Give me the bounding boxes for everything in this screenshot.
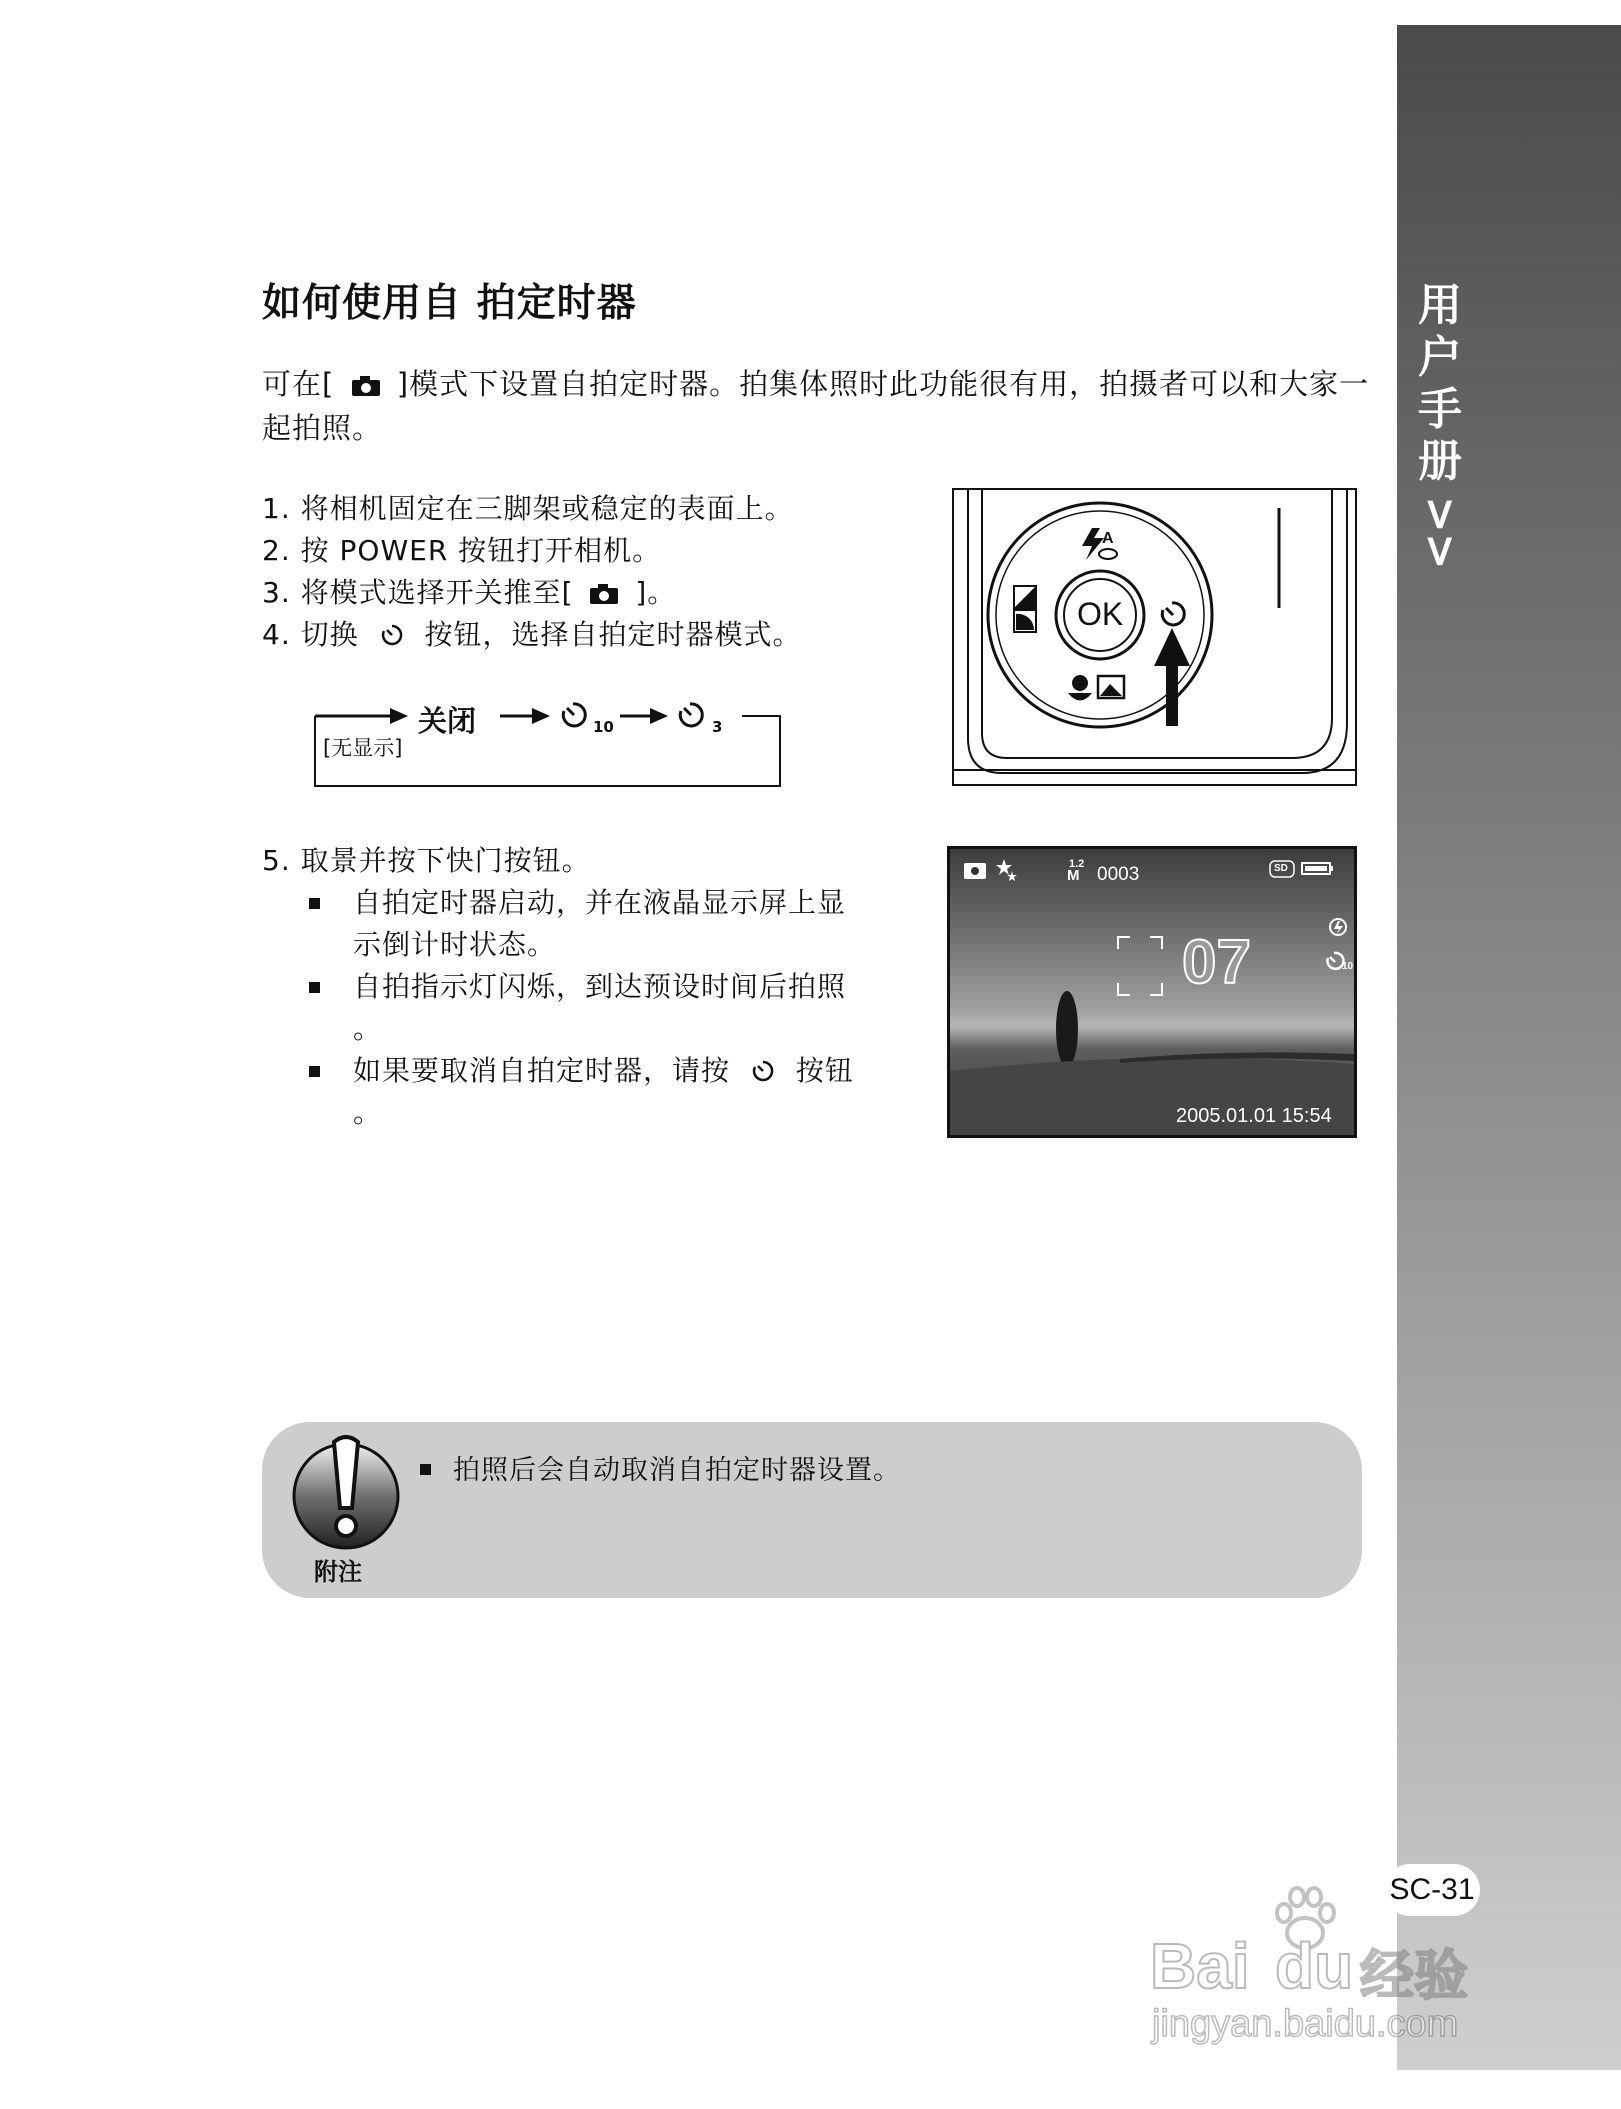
- ok-button[interactable]: OK: [1077, 596, 1124, 632]
- self-timer-icon: [750, 1058, 776, 1084]
- lcd-datetime: 2005.01.01 15:54: [1176, 1105, 1332, 1127]
- watermark-suffix: 经验: [1360, 1944, 1468, 2007]
- step-3-before: 3. 将模式选择开关推至[: [262, 576, 574, 609]
- self-timer-icon: [563, 704, 585, 726]
- lcd-scene: [950, 849, 1354, 1135]
- sidebar-title-char-2: 户: [1418, 332, 1462, 383]
- lcd-frame-count: 0003: [1097, 864, 1140, 885]
- lcd-screen-figure: [947, 846, 1357, 1138]
- flow-timer-3-sub: 3: [712, 718, 723, 736]
- step-3-after: ]。: [635, 576, 677, 609]
- bullet-3-before: 如果要取消自拍定时器，请按: [353, 1054, 731, 1087]
- page-number: SC-31: [1384, 1864, 1480, 1916]
- warning-icon: [290, 1434, 402, 1556]
- bullet-item: 自拍定时器启动，并在液晶显示屏上显示倒计时状态。: [305, 882, 865, 966]
- svg-text:A: A: [1102, 530, 1114, 547]
- battery-icon: [1302, 863, 1333, 874]
- watermark-brand-2: du: [1275, 1930, 1354, 2002]
- step-4-before: 4. 切换: [262, 618, 359, 651]
- camera-button-figure: [952, 488, 1357, 786]
- intro-paragraph: [262, 362, 1382, 450]
- steps-list: [262, 488, 882, 656]
- page-title: 如何使用自 拍定时器: [262, 281, 637, 326]
- quality-stars-icon: [996, 859, 1017, 881]
- lcd-timer-sub: 10: [1342, 961, 1354, 972]
- watermark-brand: Bai: [1150, 1930, 1250, 2002]
- sidebar-title-char-4: 册: [1418, 436, 1462, 487]
- flash-off-icon: [1330, 919, 1346, 935]
- camera-icon: [589, 583, 619, 605]
- self-timer-icon: [379, 622, 405, 648]
- bullet-3-after: 按钮 。: [353, 1054, 854, 1129]
- step-5: 5. 取景并按下快门按钮。: [262, 844, 591, 877]
- flow-timer-10-sub: 10: [593, 718, 614, 736]
- step-4-after: 按钮，选择自拍定时器模式。: [424, 618, 802, 651]
- self-timer-icon: [680, 704, 702, 726]
- lcd-countdown: 07: [1182, 928, 1251, 997]
- baidu-watermark: [1150, 1885, 1520, 2055]
- camera-icon: [351, 375, 381, 397]
- intro-text-before: 可在[: [262, 367, 335, 401]
- flow-no-display: [无显示]: [323, 736, 403, 760]
- step-4: [262, 614, 882, 656]
- focus-frame: [1118, 937, 1162, 995]
- sidebar-title-char-3: 手: [1418, 384, 1462, 435]
- camera-body-drawing: [952, 488, 1357, 786]
- sidebar-arrows: >>: [1415, 496, 1466, 570]
- lcd-resolution-bottom: M: [1067, 867, 1080, 884]
- step-2: 2. 按 POWER 按钮打开相机。: [262, 534, 662, 567]
- exposure-icon: [1014, 586, 1036, 632]
- step-3: [262, 572, 882, 614]
- note-label: 附注: [314, 1558, 362, 1586]
- camera-mode-icon: [964, 863, 986, 879]
- lcd-card-label: SD: [1274, 863, 1288, 874]
- sidebar-title-char-1: 用: [1418, 280, 1462, 331]
- note-text: 拍照后会自动取消自拍定时器设置。: [420, 1448, 901, 1487]
- intro-text-after: ]模式下设置自拍定时器。拍集体照时此功能很有用，拍摄者可以和大家一起拍照。: [262, 367, 1370, 445]
- step-1: 1. 将相机固定在三脚架或稳定的表面上。: [262, 492, 794, 525]
- sidebar-title: [1405, 280, 1475, 570]
- step-5-bullets: [305, 882, 865, 1134]
- timer-mode-flow: [310, 696, 785, 790]
- bullet-item: 自拍指示灯闪烁，到达预设时间后拍照 。: [305, 966, 865, 1050]
- bullet-item: [305, 1050, 865, 1134]
- watermark-url: jingyan.baidu.com: [1152, 2003, 1459, 2045]
- flow-off-label: 关闭: [418, 704, 477, 738]
- lcd-resolution-top: 1.2: [1069, 858, 1085, 870]
